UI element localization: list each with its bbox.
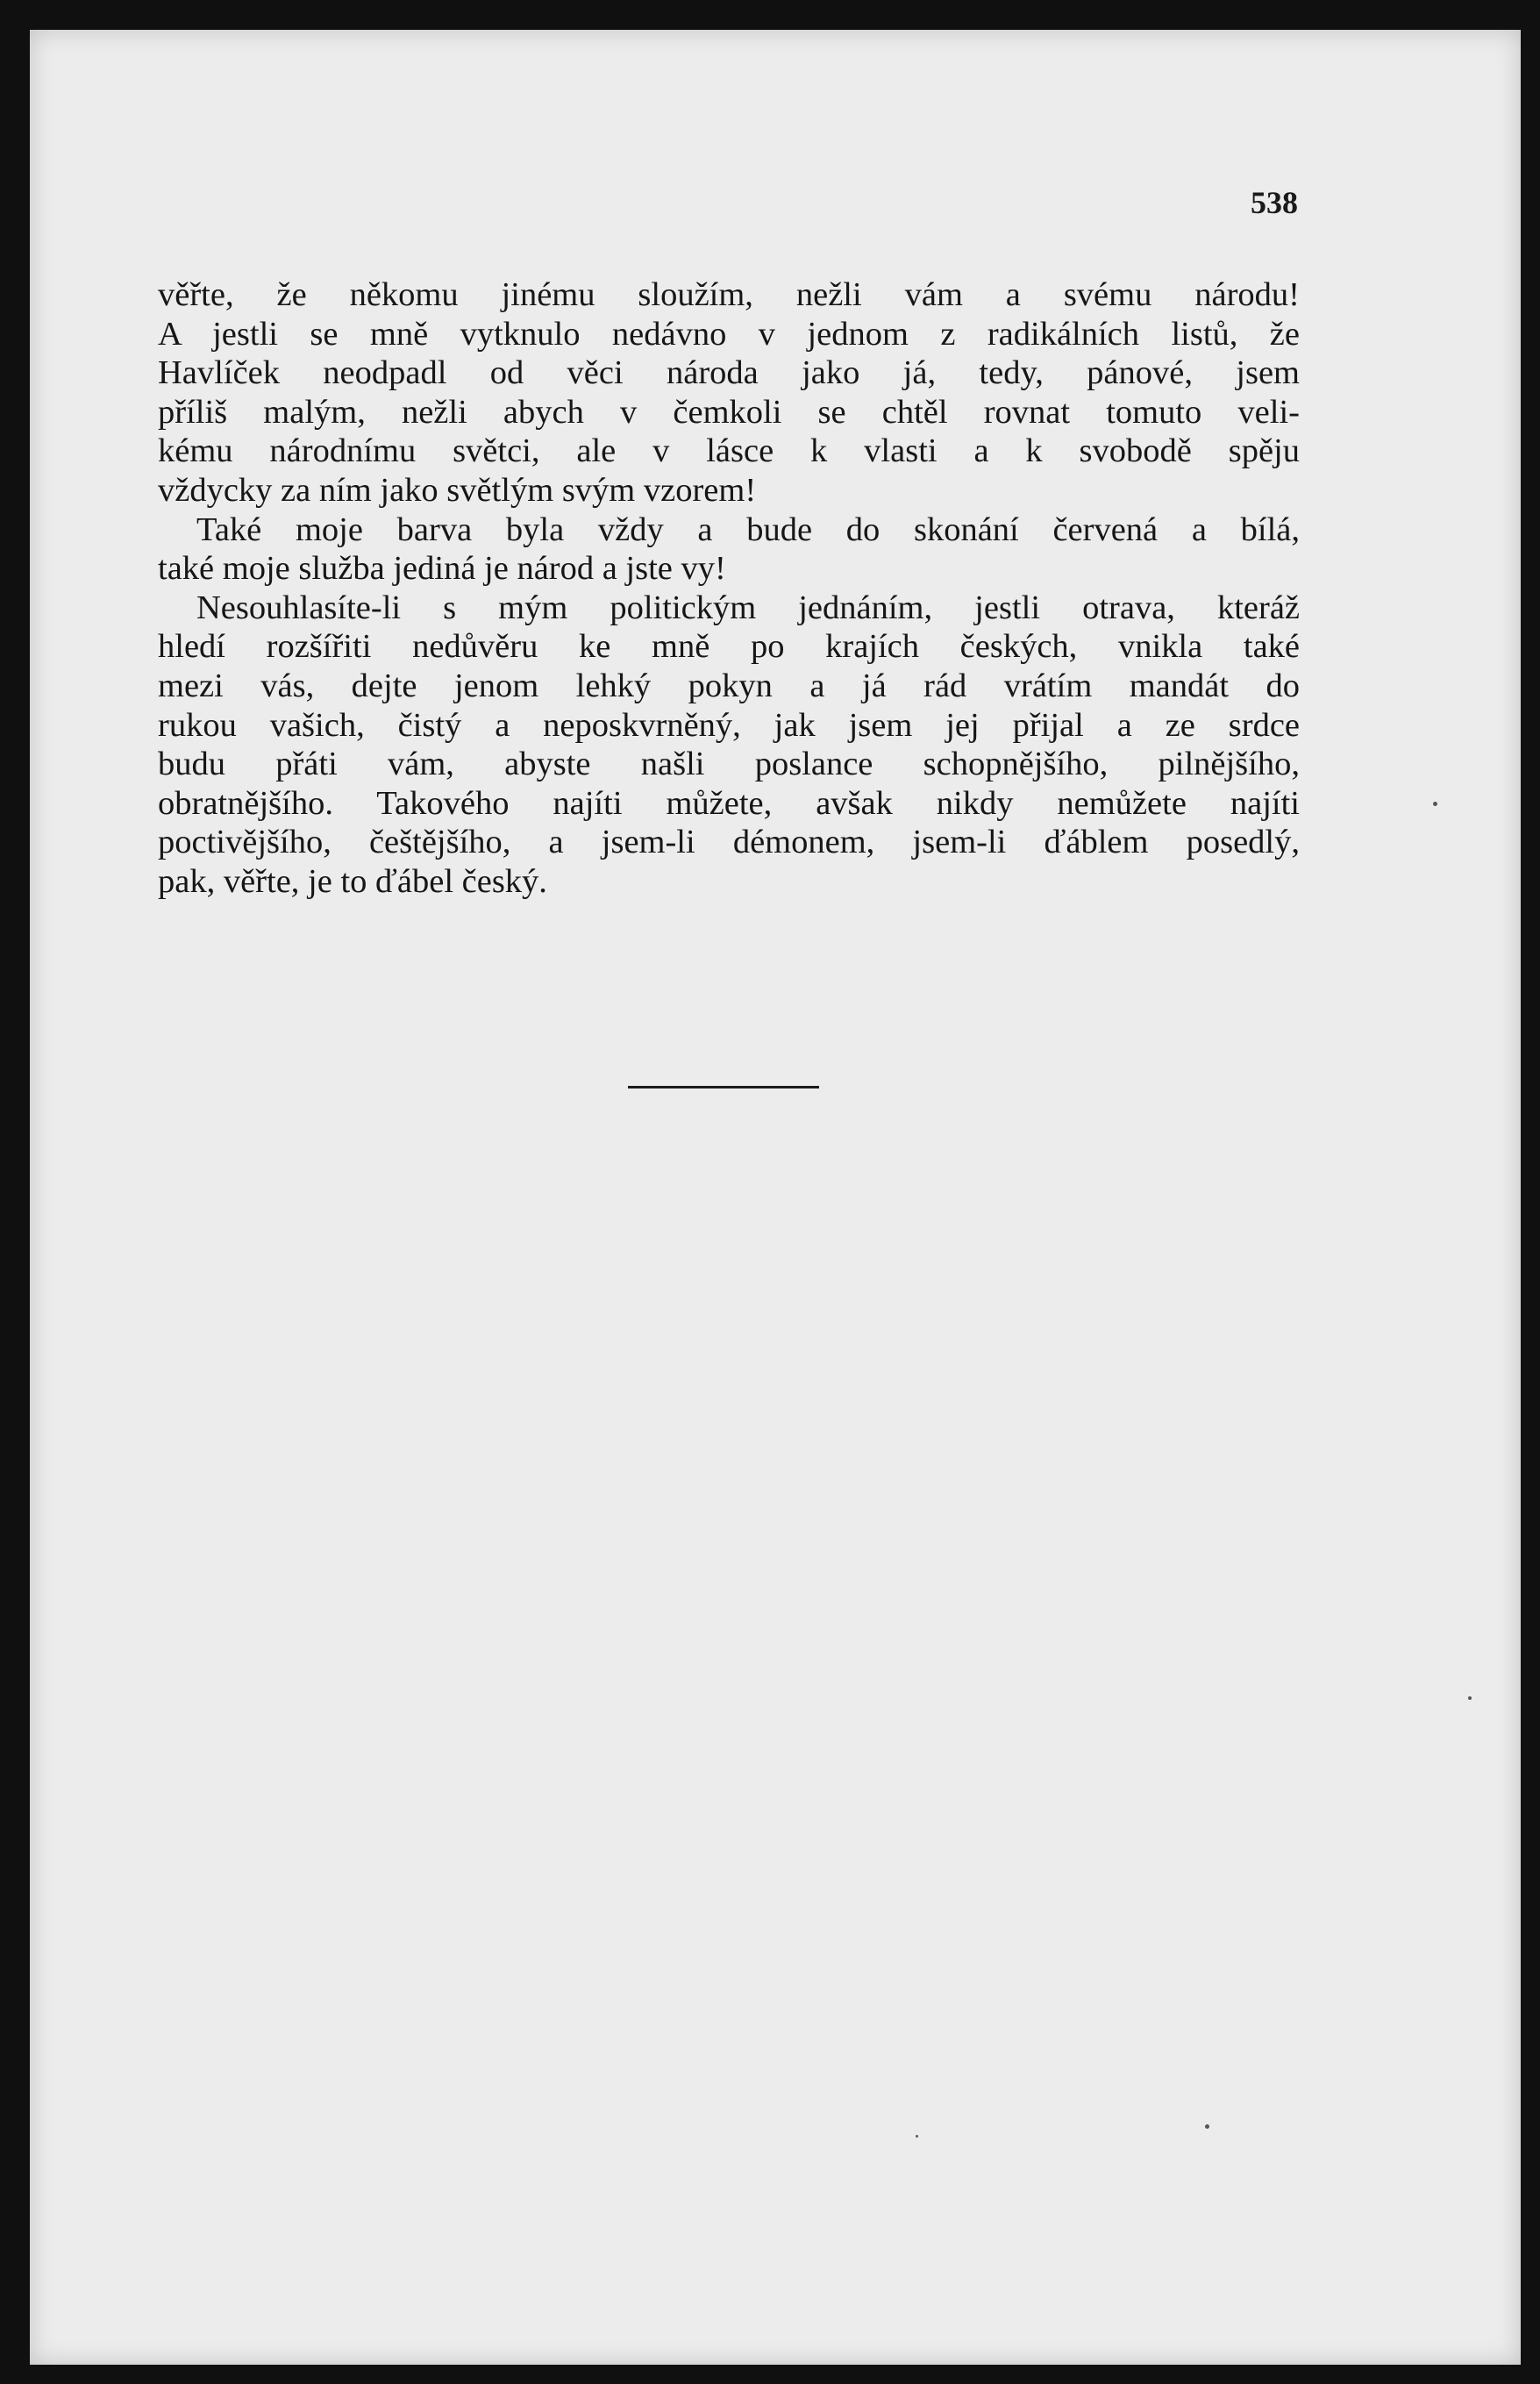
text-line: také moje služba jediná je národ a jste vy! <box>158 550 726 588</box>
text-line: A jestli se mně vytknulo nedávno v jednom z radikálních listů, že <box>158 315 1300 353</box>
text-line: věřte, že někomu jinému sloužím, nežli vám a svému národu! <box>158 276 1300 313</box>
text-line: poctivějšího, češtějšího, a jsem-li démonem, jsem-li ďáblem posedlý, <box>158 824 1300 861</box>
text-line: hledí rozšířiti nedůvěru ke mně po krajích českých, vnikla také <box>158 628 1300 666</box>
text-line: Havlíček neodpadl od věci národa jako já, tedy, pánové, jsem <box>158 354 1300 392</box>
text-line: obratnějšího. Takového najíti můžete, avšak nikdy nemůžete najíti <box>158 784 1300 822</box>
text-line: příliš malým, nežli abych v čemkoli se chtěl rovnat tomuto veli- <box>158 393 1300 431</box>
scan-speck <box>916 2135 918 2138</box>
text-line: vždycky za ním jako světlým svým vzorem! <box>158 471 757 509</box>
scan-speck <box>1468 1696 1472 1700</box>
body-text <box>158 275 1300 902</box>
text-line: Také moje barva byla vždy a bude do skonání červená a bílá, <box>196 510 1300 548</box>
text-line: mezi vás, dejte jenom lehký pokyn a já rád vrátím mandát do <box>158 667 1300 704</box>
scan-speck <box>1205 2124 1209 2129</box>
text-line: budu přáti vám, abyste našli poslance schopnějšího, pilnějšího, <box>158 746 1300 783</box>
text-line: Nesouhlasíte-li s mým politickým jednáním, jestli otrava, kteráž <box>196 589 1300 626</box>
page-number: 538 <box>1251 185 1298 220</box>
scan-speck <box>1433 802 1437 806</box>
section-end-rule <box>628 1086 819 1089</box>
text-line: kému národnímu světci, ale v lásce k vlasti a k svobodě spěju <box>158 432 1300 470</box>
text-line: rukou vašich, čistý a neposkvrněný, jak jsem jej přijal a ze srdce <box>158 706 1300 744</box>
text-line: pak, věřte, je to ďábel český. <box>158 862 547 900</box>
